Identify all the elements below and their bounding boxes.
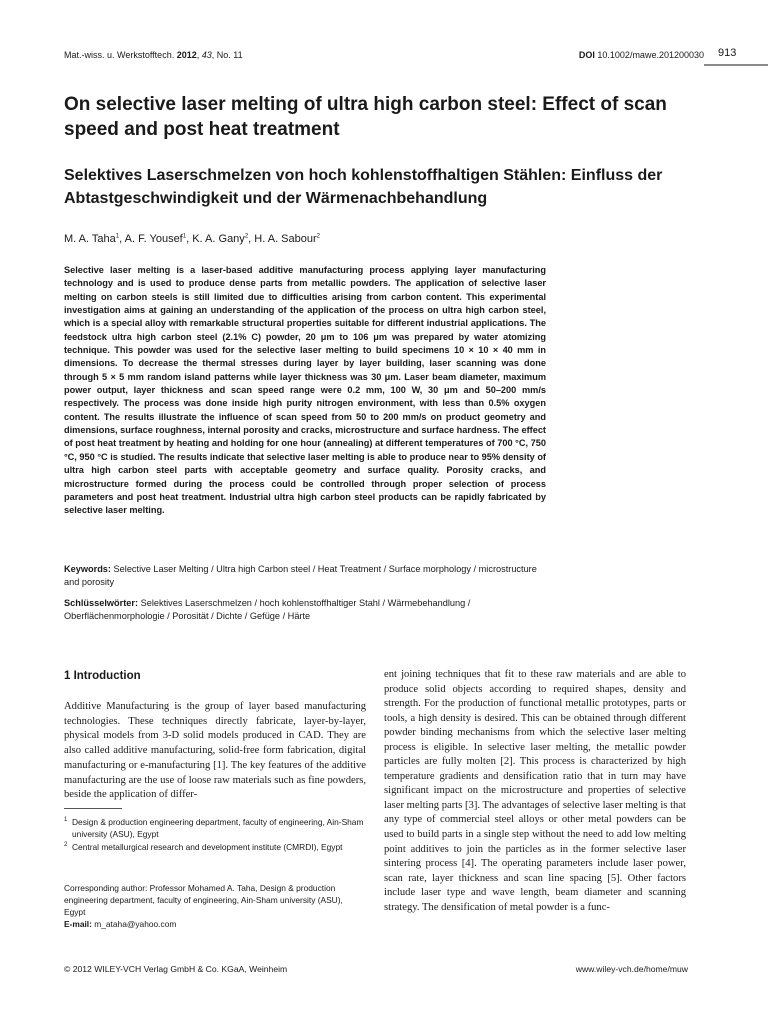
intro-paragraph-right: ent joining techniques that fit to these raw materials and are able to produce solid objects according to required shapes, density and strength. For the production of functional metallic prototypes, parts or tools, a high density is desired. This can be obtained through different powder binding mechanisms from which the selective laser melting process is eligible. In selective laser melting, the metallic powder particles are fully molten [2]. This process is characterized by high temperature gradients and densification ratio that in turn may have significant impact on the microstructure and properties of selective laser melting parts [3]. The advantages of selective laser melting is that any type of commercial steel alloys or other metal powders can be used to build parts in a single step without the need to add low melting point additives to join the particles as in the former selective laser sintering process [4]. The operating parameters include laser power, scan rate, layer thickness and scan line spacing [5]. Other factors include laser type and wave length, beam diameter and scanning strategy. The densification of metal powder is a func- bbox=[384, 669, 686, 913]
corresponding-author: Corresponding author: Professor Mohamed A. Taha, Design & production engineering department, faculty of engineering, Ain-Sham university (ASU), Egypt E-mail: m_ataha@yahoo.com bbox=[64, 883, 343, 929]
page-number: 913 bbox=[718, 47, 737, 59]
author: A. F. Yousef$^1$ bbox=[124, 233, 187, 245]
paper-subtitle-german: Selektives Laserschmelzen von hoch kohlenstoffhaltigen Stählen: Einfluss der Abtastgeschwindigkeit und der Wärmenachbehandlung bbox=[64, 167, 663, 207]
journal-citation: Mat.-wiss. u. Werkstofftech. 2012, 43, No. 11 bbox=[64, 50, 243, 60]
abstract: Selective laser melting is a laser-based additive manufacturing process applying layer manufacturing technology and is used to produce dense parts from metallic powders. The application of selective laser melting on carbon steels is still limited due to difficulties arising from carbon content. This experimental investigation aims at gaining an understanding of the application of the process on ultra high carbon steel, which is a special alloy with remarkable structural properties suitable for different industrial applications. The feedstock ultra high carbon steel (2.1% C) powder, 20 μm to 106 μm was prepared by water atomizing technique. This powder was used for the selective laser melting to build specimens 10 × 10 × 40 mm in dimensions. To decrease the thermal stresses during layer by layer building, laser scanning was done through 5 × 5 mm random island patterns while layer thickness was 30 μm. Laser beam diameter, maximum power output, layer thickness and scan speed range were 0.2 mm, 100 W, 30 μm and 50–200 mm/s respectively. The process was done inside high purity nitrogen environment, with less than 0.5% oxygen content. The results illustrate the influence of scan speed from 50 to 200 mm/s on product geometry and dimensions, surface roughness, internal porosity and cracks, microstructure and surface hardness. The effect of post heat treatment by heating and holding for one hour (annealing) at different temperatures of 700 °C, 750 °C, 950 °C is studied. The results indicate that selective laser melting is able to produce near to 95% density of ultra high carbon steel parts with acceptable geometry and surface quality. Porosity cracks, and microstructure formed during the process could be controlled through proper selection of process parameters and post heat treatment. Industrial ultra high carbon steel products can be rapidly fabricated by selective laser melting. bbox=[64, 265, 546, 516]
keywords bbox=[64, 563, 546, 590]
right-column bbox=[384, 668, 686, 915]
intro-paragraph-left: Additive Manufacturing is the group of layer based manufacturing technologies. These techniques directly fabricate, layer-by-layer, physical models from 3-D solid models produced in CAD. They are also called additive manufacturing, solid-free form fabrication, digital manufacturing or e-manufacturing [1]. The key features of the additive manufacturing are the use of loose raw materials such as fine powders, beside the application of differ- bbox=[64, 701, 366, 801]
left-column bbox=[64, 668, 366, 803]
page-number-rule bbox=[704, 64, 768, 66]
paper-title: On selective laser melting of ultra high carbon steel: Effect of scan speed and post heat treatment bbox=[64, 94, 667, 140]
email-address[interactable]: m_ataha@yahoo.com bbox=[91, 919, 177, 929]
doi bbox=[579, 50, 704, 60]
doi-value: 10.1002/mawe.201200030 bbox=[594, 50, 704, 60]
footnote-affiliation-2: 2 Central metallurgical research and development institute (CMRDI), Egypt bbox=[64, 842, 343, 852]
doi-label: DOI bbox=[578, 50, 595, 60]
author: K. A. Gany$^2$ bbox=[192, 233, 249, 245]
section-heading-introduction: 1 Introduction bbox=[64, 670, 141, 682]
author: M. A. Taha$^1$ bbox=[64, 233, 120, 245]
publisher-url[interactable]: www.wiley-vch.de/home/muw bbox=[575, 964, 688, 974]
footnote-divider bbox=[64, 808, 122, 809]
keywords-label: Keywords: bbox=[64, 564, 111, 574]
email-label: E-mail: bbox=[64, 919, 92, 929]
copyright: © 2012 WILEY-VCH Verlag GmbH & Co. KGaA, Weinheim bbox=[64, 964, 288, 974]
journal-volume: 43 bbox=[201, 50, 212, 60]
author-list: M. A. Taha$^1$, A. F. Yousef$^1$, K. A. Gany$^2$, H. A. Sabour$^2$ bbox=[64, 233, 320, 245]
keywords-german-label: Schlüsselwörter: bbox=[64, 598, 139, 608]
running-header bbox=[64, 50, 704, 64]
keywords-german bbox=[64, 597, 546, 624]
keywords-german-text: Selektives Laserschmelzen / hoch kohlenstoffhaltiger Stahl / Wärmebehandlung / Oberflächenmorphologie / Porosität / Dichte / Gefüge / Härte bbox=[64, 598, 471, 622]
journal-year: 2012 bbox=[176, 50, 197, 60]
footnotes bbox=[64, 816, 366, 854]
author: H. A. Sabour$^2$ bbox=[254, 233, 320, 245]
keywords-text: Selective Laser Melting / Ultra high Carbon steel / Heat Treatment / Surface morphology / microstructure and porosity bbox=[64, 564, 537, 588]
footnote-affiliation-1: 1 Design & production engineering department, faculty of engineering, Ain-Sham university (ASU), Egypt bbox=[64, 817, 364, 839]
